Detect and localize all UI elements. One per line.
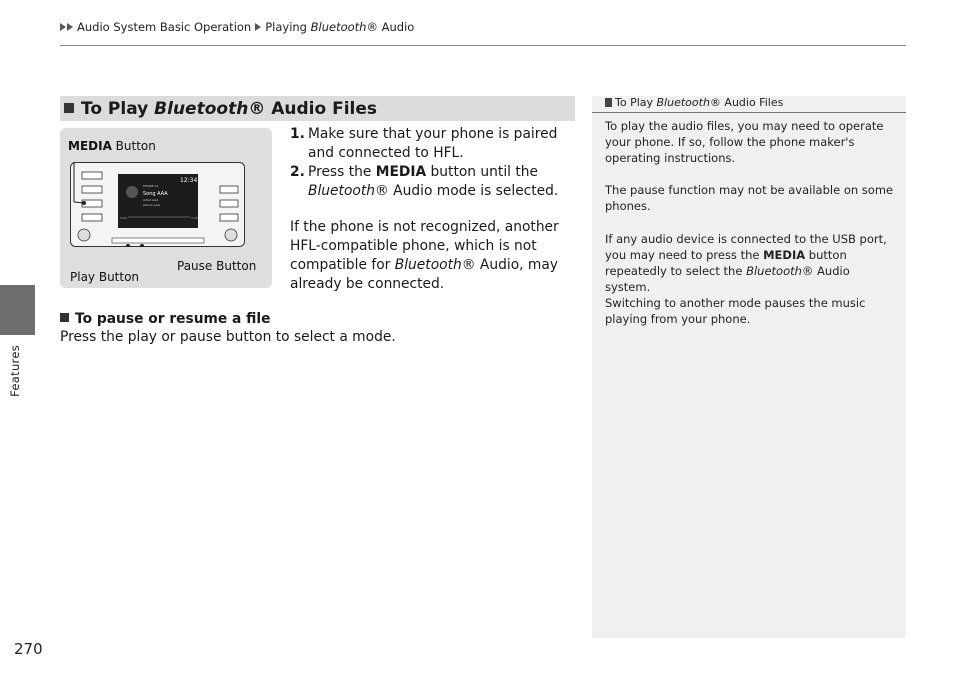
arrow-icon [60, 23, 66, 31]
page-number: 270 [14, 640, 43, 658]
subsection-title: To pause or resume a file [60, 311, 271, 327]
notes-paragraph: Switching to another mode pauses the music playing from your phone. [605, 296, 866, 326]
radio-button [82, 186, 102, 193]
play-button-label: Play Button [70, 270, 140, 284]
screen-phone-name: PHONE A1 [143, 184, 159, 188]
arrow-icon [67, 23, 73, 31]
section-heading: To Play Bluetooth® Audio Files [60, 96, 575, 121]
compatibility-note: If the phone is not recognized, another HFL-compatible phone, which is not compatible for Bluetooth® Audio, may already be connected. [290, 219, 559, 292]
back-button [220, 200, 238, 207]
breadcrumb-item-audio-system[interactable]: Audio System Basic Operation [77, 20, 252, 34]
notes-panel-divider [592, 112, 906, 113]
list-item: 2. Press the MEDIA button until the Bluetooth® Audio mode is selected. [290, 164, 559, 199]
phone-button [220, 186, 238, 193]
header-divider [60, 45, 906, 46]
notes-panel-title: To Play Bluetooth® Audio Files [605, 96, 783, 109]
menu-button [220, 214, 238, 221]
tune-knob [225, 229, 237, 241]
subsection-body: Press the play or pause button to select a mode. [60, 329, 396, 345]
notes-panel [592, 96, 906, 638]
chapter-tab [0, 285, 35, 335]
step-list [290, 125, 575, 201]
square-bullet-icon [64, 103, 74, 113]
notes-paragraph: If any audio device is connected to the USB port, you may need to press the MEDIA button repeatedly to select the Bluetooth® Audio system. [605, 232, 887, 294]
notes-paragraph: The pause function may not be available on some phones. [605, 183, 894, 213]
screen-artist: Artist AAA [143, 198, 159, 202]
square-bullet-icon [60, 313, 69, 322]
seek-button [82, 214, 102, 221]
breadcrumb-item-playing-bluetooth[interactable]: Playing Bluetooth® Audio [265, 20, 415, 34]
preset-buttons [112, 238, 204, 243]
list-item: 1. Make sure that your phone is paired and connected to HFL. [290, 126, 558, 161]
pause-button-label: Pause Button [177, 259, 257, 273]
reference-icon [605, 98, 612, 107]
screen-time-start: 0:00 [120, 216, 127, 220]
screen-song: Song AAA [143, 191, 168, 197]
breadcrumb [60, 20, 414, 34]
audio-unit-illustration [70, 162, 245, 247]
screen-clock: 12:34 [180, 177, 198, 184]
volume-knob [78, 229, 90, 241]
chapter-label: Features [8, 345, 22, 397]
screen-time-end: 3:45 [191, 216, 198, 220]
arrow-icon [255, 23, 261, 31]
power-button [82, 172, 102, 179]
bluetooth-icon [126, 186, 138, 198]
media-button-label: MEDIA Button [68, 139, 156, 153]
notes-paragraph: To play the audio files, you may need to operate your phone. If so, follow the phone maker's operating instructions. [605, 119, 884, 165]
screen-album: Album AAA [143, 203, 160, 207]
